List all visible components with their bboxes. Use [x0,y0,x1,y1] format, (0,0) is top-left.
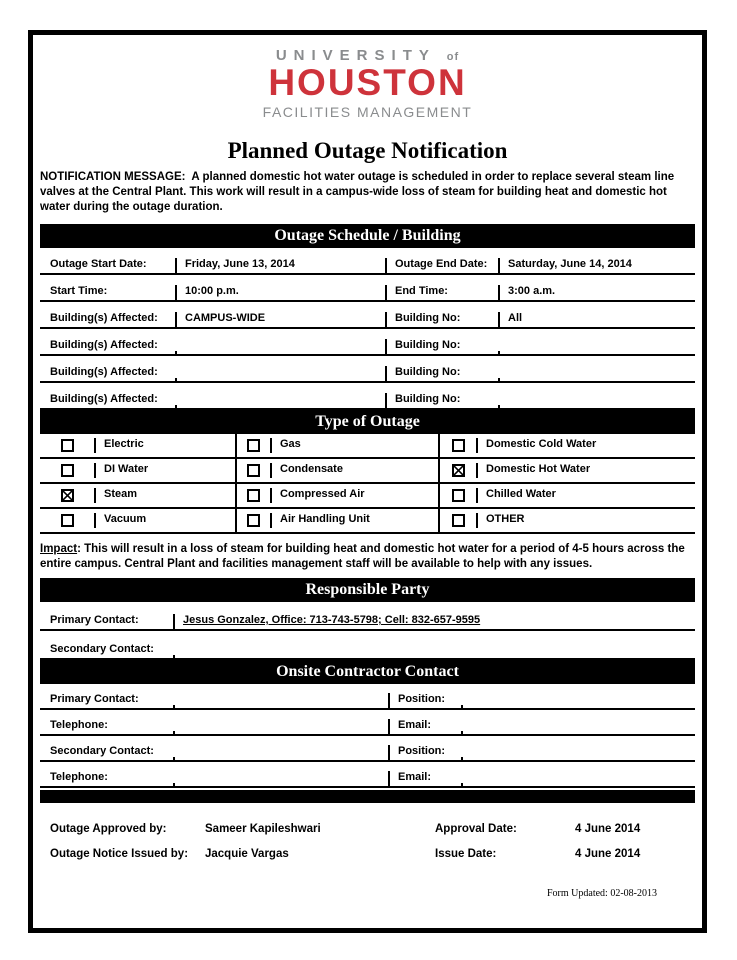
form-updated-note: Form Updated: 02-08-2013 [547,888,657,900]
field-value: 10:00 p.m. [175,285,385,300]
checkbox-cell [235,434,270,457]
checkbox-chilled-water [452,489,465,502]
impact-text: : This will result in a loss of steam for building heat and domestic hot water for a period of 4-5 hours across the entire campus. Central Plant and facilities management staff will be available to help with any issues. [40,542,685,570]
checkbox-domestic-hot-water [452,464,465,477]
field-label: Building(s) Affected: [50,392,158,405]
field-label: Issue Date: [435,848,497,861]
checkbox-label: Air Handling Unit [270,513,438,528]
field-value [173,757,388,760]
field-label: Start Time: [50,284,108,297]
table-row [40,248,695,275]
field-label: Outage Approved by: [50,823,167,836]
field-value [173,783,388,786]
field-value [461,783,695,786]
checkbox-compressed-air [247,489,260,502]
schedule-table [40,248,695,410]
field-value [173,731,388,734]
table-row [40,602,695,631]
page-title: Planned Outage Notification [227,137,508,163]
table-row [40,434,695,459]
checkbox-electric [61,439,74,452]
field-value: Saturday, June 14, 2014 [498,258,695,273]
checkbox-label: Compressed Air [270,488,438,503]
checkbox-label: DI Water [94,463,235,478]
approved-by-value: Sameer Kapileshwari [205,823,321,836]
responsible-party-table [40,602,695,660]
checkbox-steam [61,489,74,502]
table-row [40,484,695,509]
checkbox-cell [438,509,476,532]
checkbox-cell [438,459,476,482]
impact-statement [40,542,695,573]
checkbox-domestic-cold-water [452,439,465,452]
field-value [175,351,385,354]
checkbox-cell [235,484,270,507]
field-label: Email: [388,719,461,734]
table-row [40,509,695,534]
table-row [40,302,695,329]
approval-date-value: 4 June 2014 [575,823,641,836]
section-banner-responsible-party: Responsible Party [40,578,695,602]
checkbox-label: Electric [94,438,235,453]
checkbox-air-handling-unit [247,514,260,527]
table-row [40,459,695,484]
field-label: Outage Start Date: [50,257,147,270]
field-value [175,378,385,381]
section-banner-outage-type: Type of Outage [40,410,695,434]
secondary-contact-value [173,655,695,658]
checkbox-cell [235,509,270,532]
field-value: 3:00 a.m. [498,285,695,300]
issued-by-value: Jacquie Vargas [205,848,289,861]
checkbox-di-water [61,464,74,477]
checkbox-cell [438,484,476,507]
checkbox-cell [438,434,476,457]
table-row [40,762,695,788]
divider-bar [40,790,695,803]
table-row [40,684,695,710]
uh-logo [40,35,695,120]
approval-row [40,823,695,835]
checkbox-cell [40,484,94,507]
checkbox-label: Steam [94,488,235,503]
field-label: Building(s) Affected: [50,311,158,324]
table-row [40,329,695,356]
checkbox-cell [235,459,270,482]
outage-type-grid [40,434,695,534]
table-row [40,383,695,410]
logo-houston-text: HOUSTON [268,62,467,103]
checkbox-gas [247,439,260,452]
table-row [40,631,695,660]
primary-contact-value: Jesus Gonzalez, Office: 713-743-5798; Cell: 832-657-9595 [173,614,695,629]
field-label: Outage End Date: [385,258,498,273]
notification-label: NOTIFICATION MESSAGE: [40,170,186,183]
logo-university-text: UNIVERSITY [275,47,436,64]
checkbox-label: Domestic Hot Water [476,463,695,478]
field-value: CAMPUS-WIDE [175,312,385,327]
field-value [173,705,388,708]
checkbox-vacuum [61,514,74,527]
section-banner-schedule: Outage Schedule / Building [40,224,695,248]
field-label: Email: [388,771,461,786]
checkbox-label: Chilled Water [476,488,695,503]
table-row [40,275,695,302]
field-label: Primary Contact: [50,693,139,706]
field-value: All [498,312,695,327]
logo-facilities-text: FACILITIES MANAGEMENT [262,103,473,120]
checkbox-cell [40,509,94,532]
impact-label: Impact [40,542,78,555]
field-label: Approval Date: [435,823,517,836]
logo-of-text: of [446,51,460,63]
field-label: Position: [388,693,461,708]
checkbox-label: Domestic Cold Water [476,438,695,453]
field-label: Building No: [385,393,498,408]
table-row [40,356,695,383]
field-value [175,405,385,408]
field-label: Position: [388,745,461,760]
contractor-table [40,684,695,788]
field-label: Outage Notice Issued by: [50,848,189,861]
document-page [28,30,707,933]
field-label: Secondary Contact: [50,643,154,656]
checkbox-condensate [247,464,260,477]
section-banner-contractor: Onsite Contractor Contact [40,660,695,684]
checkbox-label: Vacuum [94,513,235,528]
table-row [40,710,695,736]
table-row [40,736,695,762]
approval-section [40,823,695,860]
field-label: Building(s) Affected: [50,338,158,351]
checkbox-cell [40,459,94,482]
field-label: Building No: [385,339,498,354]
approval-row [40,848,695,860]
checkbox-label: OTHER [476,513,695,528]
checkbox-label: Gas [270,438,438,453]
field-value [461,731,695,734]
field-value [461,705,695,708]
field-label: Secondary Contact: [50,745,154,758]
checkbox-cell [40,434,94,457]
field-value [498,378,695,381]
field-value [461,757,695,760]
issue-date-value: 4 June 2014 [575,848,641,861]
field-label: Telephone: [50,771,108,784]
field-label: Building No: [385,366,498,381]
checkbox-label: Condensate [270,463,438,478]
field-label: Building No: [385,312,498,327]
field-value: Friday, June 13, 2014 [175,258,385,273]
field-value [498,405,695,408]
notification-text: A planned domestic hot water outage is scheduled in order to replace several steam line valves at the Central Plant. This work will result in a campus-wide loss of steam for building heat and domestic hot water during the outage duration. [40,170,675,214]
field-label: End Time: [385,285,498,300]
checkbox-other [452,514,465,527]
notification-message [40,170,695,216]
field-label: Building(s) Affected: [50,365,158,378]
document-content [40,35,695,899]
field-label: Telephone: [50,719,108,732]
field-value [498,351,695,354]
field-label: Primary Contact: [50,614,139,627]
